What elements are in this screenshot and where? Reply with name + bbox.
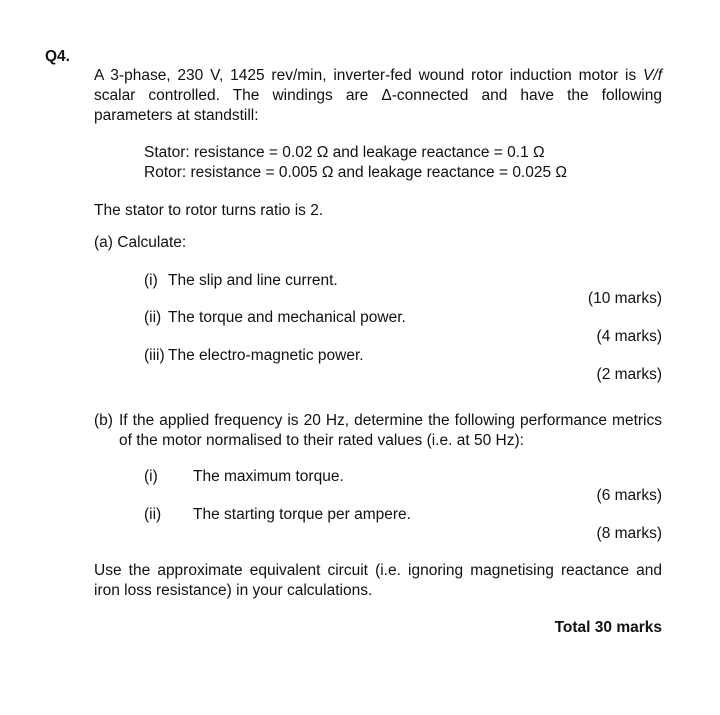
part-b-item-2 [144, 506, 411, 524]
part-b-item-1-text: The maximum torque. [193, 468, 344, 485]
part-a-item-2 [144, 309, 406, 327]
part-b-item-2-text: The starting torque per ampere. [193, 506, 411, 523]
intro-text-end: scalar controlled. The windings are Δ-connected and have the following parameters at standstill: [94, 87, 662, 124]
closing-instruction: Use the approximate equivalent circuit (i.e. ignoring magnetising reactance and iron loss resistance) in your calculations. [94, 562, 662, 599]
part-b-item-2-marks: (8 marks) [596, 525, 662, 542]
intro-text-start: A 3-phase, 230 V, 1425 rev/min, inverter-fed wound rotor induction motor is [94, 67, 644, 84]
stator-parameters: Stator: resistance = 0.02 Ω and leakage reactance = 0.1 Ω [144, 144, 545, 161]
part-a-item-1-text: The slip and line current. [168, 272, 338, 289]
total-marks: Total 30 marks [554, 619, 662, 636]
question-intro [94, 66, 662, 126]
part-a-item-3 [144, 347, 364, 365]
question-number: Q4. [45, 48, 70, 65]
part-a-item-2-marks: (4 marks) [596, 328, 662, 345]
part-a-item-3-marks: (2 marks) [596, 366, 662, 383]
part-a-heading: (a) Calculate: [94, 234, 187, 251]
part-a-item-3-number: (iii) [144, 347, 165, 364]
part-b-item-1 [144, 468, 344, 486]
part-a-item-2-text: The torque and mechanical power. [168, 309, 406, 326]
turns-ratio-statement: The stator to rotor turns ratio is 2. [94, 202, 324, 219]
part-a-item-2-number: (ii) [144, 309, 162, 326]
rotor-parameters: Rotor: resistance = 0.005 Ω and leakage reactance = 0.025 Ω [144, 164, 567, 181]
part-b-question [94, 411, 662, 451]
part-b-item-1-marks: (6 marks) [596, 487, 662, 504]
part-b-text: If the applied frequency is 20 Hz, determine the following performance metrics of the motor normalised to their rated values (i.e. at 50 Hz): [119, 412, 662, 449]
part-b-item-1-number: (i) [144, 468, 158, 485]
part-b-label: (b) [94, 412, 113, 429]
part-a-item-3-text: The electro-magnetic power. [168, 347, 364, 364]
part-b-item-2-number: (ii) [144, 506, 162, 523]
part-a-item-1 [144, 272, 338, 290]
part-a-item-1-marks: (10 marks) [587, 290, 662, 307]
part-a-item-1-number: (i) [144, 272, 158, 289]
intro-vf-term: V/f [643, 67, 662, 84]
